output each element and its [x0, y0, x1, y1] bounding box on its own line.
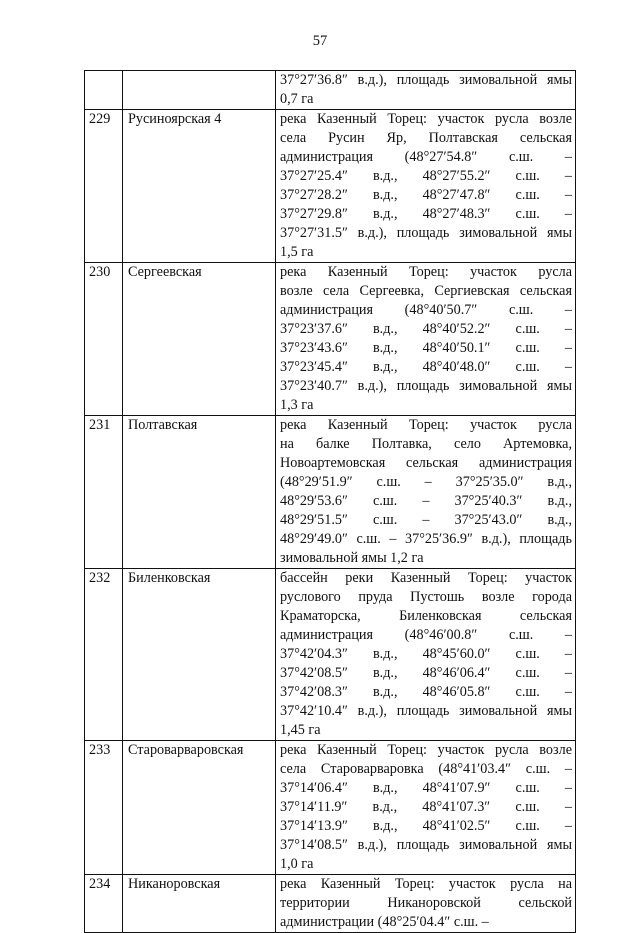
site-name	[123, 71, 276, 110]
site-description	[276, 110, 576, 263]
description-line: 37°27′36.8″ в.д.), площадь зимовальной ямы	[280, 72, 572, 88]
table-row	[85, 569, 576, 741]
description-line: 37°23′40.7″ в.д.), площадь зимовальной ямы	[280, 378, 572, 394]
site-name: Сергеевская	[123, 263, 276, 416]
description-line: Краматорска, Биленковская сельская	[280, 608, 572, 624]
description-line: руслового пруда Пустошь возле города	[280, 589, 572, 605]
description-line: села Староварваровка (48°41′03.4″ с.ш. –	[280, 761, 572, 777]
table-row	[85, 263, 576, 416]
description-line: 37°27′25.4″ в.д., 48°27′55.2″ с.ш. –	[280, 168, 572, 184]
description-line: (48°29′51.9″ с.ш. – 37°25′35.0″ в.д.,	[280, 474, 572, 490]
site-name: Никаноровская	[123, 875, 276, 933]
description-line: 37°42′08.5″ в.д., 48°46′06.4″ с.ш. –	[280, 665, 572, 681]
description-line: 37°14′06.4″ в.д., 48°41′07.9″ с.ш. –	[280, 780, 572, 796]
description-line: 48°29′51.5″ с.ш. – 37°25′43.0″ в.д.,	[280, 512, 572, 528]
description-line: 37°42′08.3″ в.д., 48°46′05.8″ с.ш. –	[280, 684, 572, 700]
description-line: 1,3 га	[280, 397, 314, 413]
description-line: 37°14′11.9″ в.д., 48°41′07.3″ с.ш. –	[280, 799, 572, 815]
description-line: 1,5 га	[280, 244, 314, 260]
description-line: река Казенный Торец: участок русла	[280, 264, 572, 280]
description-line: река Казенный Торец: участок русла возле	[280, 742, 572, 758]
description-line: 37°42′10.4″ в.д.), площадь зимовальной ямы	[280, 703, 572, 719]
reserve-table	[84, 70, 576, 933]
site-description	[276, 416, 576, 569]
site-description	[276, 569, 576, 741]
site-description	[276, 741, 576, 875]
description-line: 37°23′37.6″ в.д., 48°40′52.2″ с.ш. –	[280, 321, 572, 337]
description-line: на балке Полтавка, село Артемовка,	[280, 436, 572, 452]
site-name: Полтавская	[123, 416, 276, 569]
description-line: 37°14′08.5″ в.д.), площадь зимовальной ямы	[280, 837, 572, 853]
table-body	[85, 71, 576, 933]
site-name: Биленковская	[123, 569, 276, 741]
description-line: администрация (48°27′54.8″ с.ш. –	[280, 149, 572, 165]
description-line: 48°29′53.6″ с.ш. – 37°25′40.3″ в.д.,	[280, 493, 572, 509]
page-number: 57	[312, 33, 328, 49]
description-line: 37°23′43.6″ в.д., 48°40′50.1″ с.ш. –	[280, 340, 572, 356]
description-line: 48°29′49.0″ с.ш. – 37°25′36.9″ в.д.), площадь	[280, 531, 572, 547]
site-description	[276, 875, 576, 933]
row-number: 229	[85, 110, 123, 263]
table-row	[85, 110, 576, 263]
row-number: 231	[85, 416, 123, 569]
description-line: 37°42′04.3″ в.д., 48°45′60.0″ с.ш. –	[280, 646, 572, 662]
description-line: бассейн реки Казенный Торец: участок	[280, 570, 572, 586]
description-line: администрации (48°25′04.4″ с.ш. –	[280, 914, 489, 930]
description-line: зимовальной ямы 1,2 га	[280, 550, 424, 566]
description-line: 37°14′13.9″ в.д., 48°41′02.5″ с.ш. –	[280, 818, 572, 834]
description-line: 37°27′31.5″ в.д.), площадь зимовальной ямы	[280, 225, 572, 241]
description-line: 37°23′45.4″ в.д., 48°40′48.0″ с.ш. –	[280, 359, 572, 375]
row-number: 234	[85, 875, 123, 933]
table-row	[85, 71, 576, 110]
description-line: 1,45 га	[280, 722, 321, 738]
table-row	[85, 741, 576, 875]
description-line: села Русин Яр, Полтавская сельская	[280, 130, 572, 146]
description-line: территории Никаноровской сельской	[280, 895, 572, 911]
description-line: 37°27′28.2″ в.д., 48°27′47.8″ с.ш. –	[280, 187, 572, 203]
site-description	[276, 71, 576, 110]
description-line: 0,7 га	[280, 91, 314, 107]
description-line: Новоартемовская сельская администрация	[280, 455, 572, 471]
row-number: 233	[85, 741, 123, 875]
description-line: 1,0 га	[280, 856, 314, 872]
table-row	[85, 416, 576, 569]
site-description	[276, 263, 576, 416]
description-line: возле села Сергеевка, Сергиевская сельская	[280, 283, 572, 299]
description-line: администрация (48°40′50.7″ с.ш. –	[280, 302, 572, 318]
row-number	[85, 71, 123, 110]
description-line: река Казенный Торец: участок русла возле	[280, 111, 572, 127]
table-row	[85, 875, 576, 933]
description-line: река Казенный Торец: участок русла на	[280, 876, 572, 892]
description-line: 37°27′29.8″ в.д., 48°27′48.3″ с.ш. –	[280, 206, 572, 222]
site-name: Староварваровская	[123, 741, 276, 875]
row-number: 230	[85, 263, 123, 416]
description-line: река Казенный Торец: участок русла	[280, 417, 572, 433]
row-number: 232	[85, 569, 123, 741]
site-name: Русиноярская 4	[123, 110, 276, 263]
description-line: администрация (48°46′00.8″ с.ш. –	[280, 627, 572, 643]
